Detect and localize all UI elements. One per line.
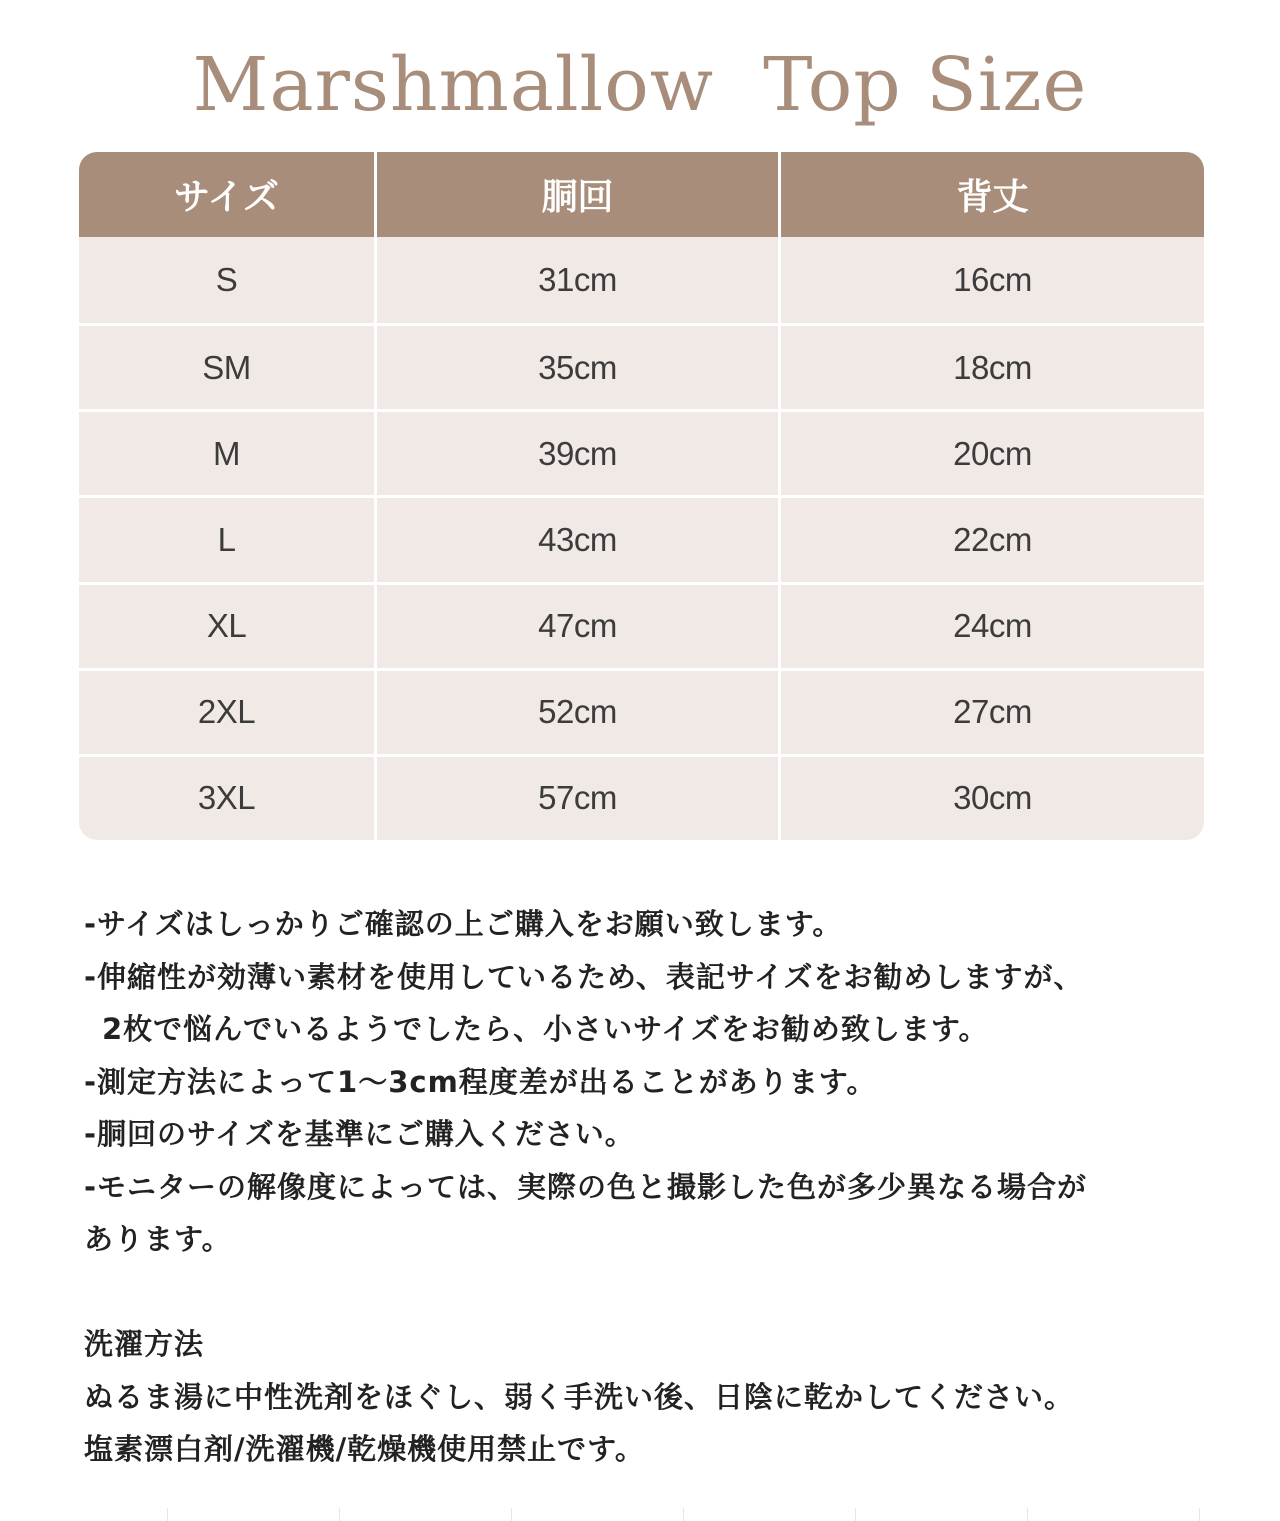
- waist-cell: 43cm: [377, 498, 781, 581]
- note-line: 2枚で悩んでいるようでしたら、小さいサイズをお勧め致します。: [102, 1012, 989, 1046]
- divider-mark: [855, 1508, 856, 1521]
- table-row: [79, 409, 1204, 495]
- note-line: -測定方法によって1～3cm程度差が出ることがあります。: [84, 1064, 877, 1099]
- size-cell: L: [79, 498, 377, 581]
- waist-cell: 31cm: [377, 237, 781, 323]
- note-line: -伸縮性が効薄い素材を使用しているため、表記サイズをお勧めしますが、: [84, 959, 1084, 994]
- divider-mark: [339, 1508, 340, 1521]
- divider-mark: [683, 1508, 684, 1521]
- table-row: [79, 754, 1204, 840]
- table-row: [79, 237, 1204, 323]
- length-cell: 27cm: [953, 693, 1032, 731]
- header-waist: 胴回: [377, 152, 781, 237]
- divider-mark: [511, 1508, 512, 1521]
- waist-cell: 35cm: [377, 326, 781, 409]
- table-header: [79, 152, 1204, 237]
- header-size: サイズ: [79, 152, 377, 237]
- table-row: [79, 323, 1204, 409]
- length-cell: 16cm: [953, 261, 1032, 299]
- table-row: [79, 668, 1204, 754]
- size-table: [79, 152, 1204, 840]
- note-line: -モニターの解像度によっては、実際の色と撮影した色が多少異なる場合が: [84, 1169, 1088, 1204]
- size-notes: [84, 898, 1224, 1266]
- bottom-divider-marks: [0, 1508, 1280, 1521]
- waist-cell: 57cm: [377, 757, 781, 840]
- length-cell: 20cm: [953, 434, 1032, 472]
- size-cell: SM: [79, 326, 377, 409]
- length-cell: 24cm: [953, 607, 1032, 645]
- length-cell: 18cm: [953, 348, 1032, 386]
- divider-mark: [1199, 1508, 1200, 1521]
- size-cell: 3XL: [79, 757, 377, 840]
- divider-mark: [1027, 1508, 1028, 1521]
- waist-cell: 39cm: [377, 412, 781, 495]
- size-cell: S: [79, 237, 377, 323]
- waist-cell: 52cm: [377, 671, 781, 754]
- note-line: -胴回のサイズを基準にご購入ください。: [84, 1117, 635, 1151]
- size-cell: 2XL: [79, 671, 377, 754]
- size-cell: M: [79, 412, 377, 495]
- washing-instructions: [84, 1318, 1224, 1476]
- length-cell: 22cm: [953, 520, 1032, 558]
- note-line: あります。: [84, 1222, 232, 1256]
- washing-title: 洗濯方法: [84, 1327, 205, 1361]
- size-cell: XL: [79, 585, 377, 668]
- divider-mark: [167, 1508, 168, 1521]
- waist-cell: 47cm: [377, 585, 781, 668]
- table-row: [79, 495, 1204, 581]
- table-body: [79, 237, 1204, 840]
- page-title: Marshmallow Top Size: [192, 42, 1088, 128]
- header-length: 背丈: [956, 177, 1029, 218]
- washing-line: 塩素漂白剤/洗濯機/乾燥機使用禁止です。: [84, 1432, 645, 1466]
- length-cell: 30cm: [953, 779, 1032, 817]
- washing-line: ぬるま湯に中性洗剤をほぐし、弱く手洗い後、日陰に乾かしてください。: [84, 1379, 1075, 1414]
- note-line: -サイズはしっかりご確認の上ご購入をお願い致します。: [84, 907, 843, 941]
- table-row: [79, 582, 1204, 668]
